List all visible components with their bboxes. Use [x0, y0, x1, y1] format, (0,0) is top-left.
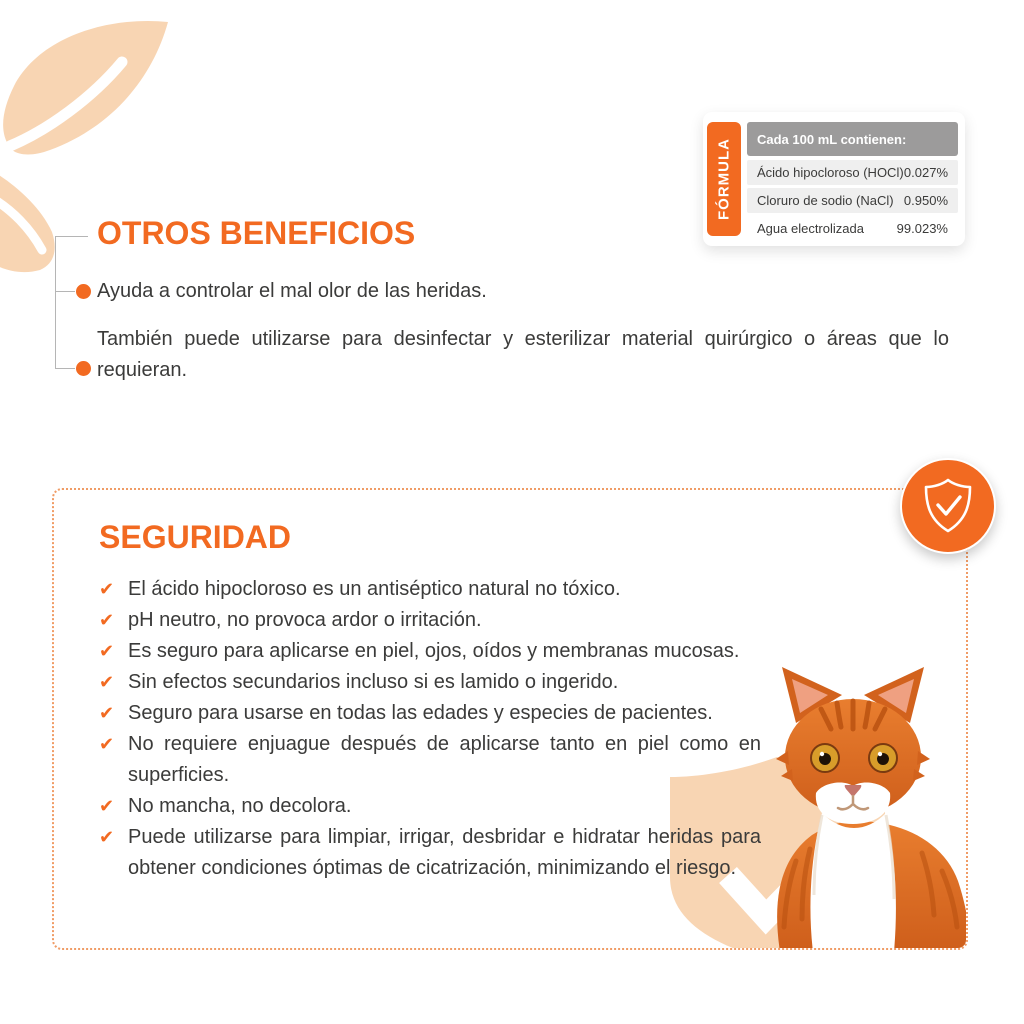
bullet-dot-icon — [76, 361, 91, 376]
safety-item-text: Seguro para usarse en todas las edades y especies de pacientes. — [128, 702, 713, 724]
connector-title-tick — [55, 236, 88, 237]
shield-check-icon — [922, 477, 974, 535]
safety-list-item — [99, 729, 761, 791]
check-icon: ✔ — [99, 827, 115, 847]
shield-badge — [900, 458, 996, 554]
formula-row — [747, 160, 958, 185]
safety-item-text: No mancha, no decolora. — [128, 795, 352, 817]
formula-table — [747, 122, 958, 244]
check-icon: ✔ — [99, 796, 115, 816]
formula-row — [747, 216, 958, 241]
check-icon: ✔ — [99, 672, 115, 692]
check-icon: ✔ — [99, 734, 115, 754]
safety-item-text: El ácido hipocloroso es un antiséptico natural no tóxico. — [128, 578, 621, 600]
safety-list-item — [99, 791, 761, 822]
safety-item-text: pH neutro, no provoca ardor o irritación. — [128, 609, 482, 631]
safety-item-text: No requiere enjuague después de aplicarse tanto en piel como en superficies. — [128, 733, 761, 786]
connector-bullet-tick — [56, 368, 75, 369]
safety-list-item — [99, 822, 761, 884]
formula-table-header: Cada 100 mL contienen: — [747, 122, 958, 156]
benefits-section-title: OTROS BENEFICIOS — [97, 215, 416, 251]
benefit-item: Ayuda a controlar el mal olor de las heridas. — [97, 280, 487, 302]
ingredient-name: Cloruro de sodio (NaCl) — [757, 193, 894, 208]
safety-list-item — [99, 574, 761, 605]
check-icon: ✔ — [99, 579, 115, 599]
safety-item-text: Puede utilizarse para limpiar, irrigar, desbridar e hidratar heridas para obtener condiciones óptimas de cicatrización, minimizando el riesgo. — [128, 826, 761, 879]
safety-card — [52, 488, 968, 950]
ingredient-value: 0.027% — [903, 165, 948, 180]
ingredient-name: Ácido hipocloroso (HOCl) — [757, 165, 904, 180]
formula-tab-label: FÓRMULA — [707, 122, 741, 236]
safety-list-item — [99, 636, 761, 667]
ingredient-value: 0.950% — [903, 193, 948, 208]
safety-item-text: Es seguro para aplicarse en piel, ojos, oídos y membranas mucosas. — [128, 640, 740, 662]
safety-list-item — [99, 605, 761, 636]
safety-list-item — [99, 667, 761, 698]
safety-list-item — [99, 698, 761, 729]
formula-row — [747, 188, 958, 213]
check-icon: ✔ — [99, 703, 115, 723]
connector-vertical-line — [55, 236, 56, 369]
ingredient-name: Agua electrolizada — [757, 221, 864, 236]
check-icon: ✔ — [99, 610, 115, 630]
safety-list — [99, 574, 761, 884]
safety-item-text: Sin efectos secundarios incluso si es lamido o ingerido. — [128, 671, 619, 693]
benefit-item: También puede utilizarse para desinfectar y esterilizar material quirúrgico o áreas que lo requieran. — [97, 328, 949, 381]
ingredient-value: 99.023% — [896, 221, 948, 236]
safety-section-title: SEGURIDAD — [99, 519, 292, 555]
bullet-dot-icon — [76, 284, 91, 299]
check-icon: ✔ — [99, 641, 115, 661]
formula-card — [703, 112, 965, 246]
orange-cat-photo — [752, 665, 966, 948]
connector-bullet-tick — [56, 291, 75, 292]
